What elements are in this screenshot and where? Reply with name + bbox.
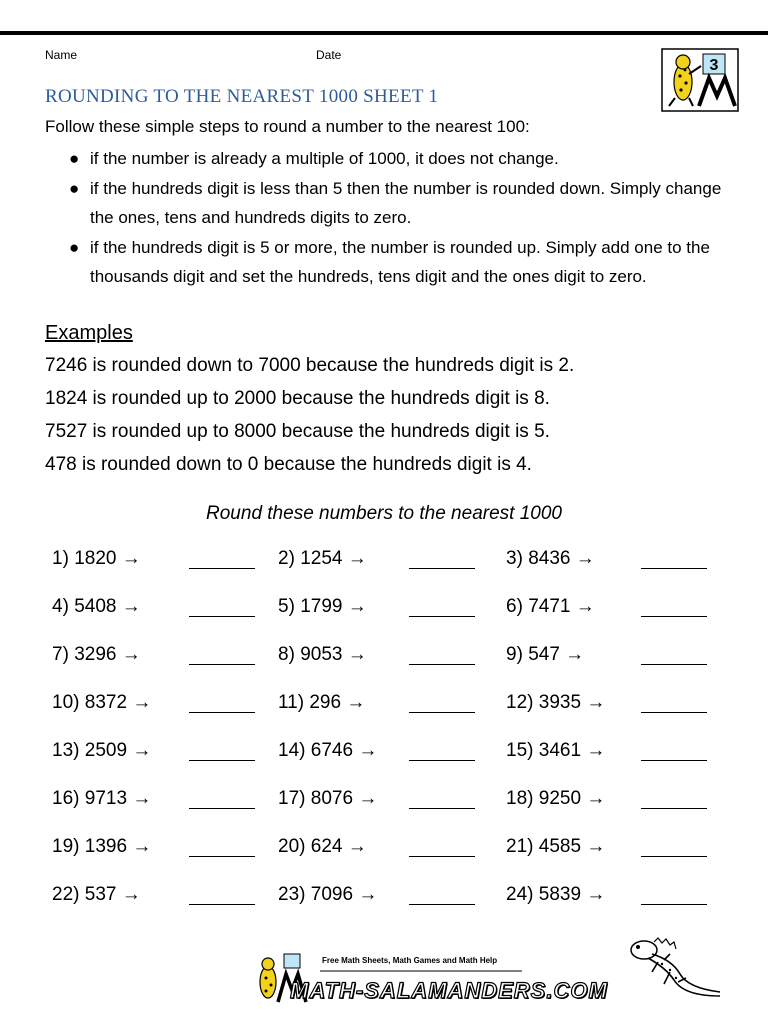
example-line: 478 is rounded down to 0 because the hundreds digit is 4. <box>45 454 532 475</box>
question-9 <box>506 644 584 666</box>
salamander-drawing-icon <box>624 934 724 1006</box>
question-number: 9250 <box>538 788 582 809</box>
arrow-icon: → <box>121 644 141 665</box>
question-4 <box>52 596 141 618</box>
question-number: 537 <box>84 884 117 905</box>
question-number: 2509 <box>84 740 128 761</box>
bullet-icon: ● <box>69 237 80 257</box>
arrow-icon: → <box>586 836 606 857</box>
question-label: 15) <box>506 740 534 761</box>
salamander-grade-logo <box>661 48 739 112</box>
arrow-icon: → <box>121 548 141 569</box>
rule-text: if the number is already a multiple of 1000, it does not change. <box>90 149 559 168</box>
answer-blank[interactable] <box>409 760 475 761</box>
arrow-icon: → <box>586 740 606 761</box>
answer-blank[interactable] <box>189 760 255 761</box>
answer-blank[interactable] <box>189 712 255 713</box>
question-13 <box>52 740 151 762</box>
top-rule <box>0 31 768 35</box>
question-14 <box>278 740 377 762</box>
question-number: 7471 <box>528 596 571 617</box>
question-12 <box>506 692 605 714</box>
answer-blank[interactable] <box>189 856 255 857</box>
bullet-icon: ● <box>69 149 80 168</box>
question-label: 14) <box>278 740 306 761</box>
answer-blank[interactable] <box>641 808 707 809</box>
question-number: 296 <box>309 692 342 713</box>
answer-blank[interactable] <box>189 808 255 809</box>
answer-blank[interactable] <box>409 664 475 665</box>
question-number: 9053 <box>300 644 343 665</box>
arrow-icon: → <box>347 548 367 569</box>
question-21 <box>506 836 605 858</box>
question-number: 4585 <box>538 836 582 857</box>
footer-brand: MATH-SALAMANDERS.COM <box>290 978 608 1003</box>
answer-blank[interactable] <box>189 568 255 569</box>
answer-blank[interactable] <box>189 664 255 665</box>
question-label: 24) <box>506 884 534 905</box>
answer-blank[interactable] <box>641 712 707 713</box>
footer-tagline: Free Math Sheets, Math Games and Math Help <box>322 956 498 965</box>
question-number: 7096 <box>310 884 354 905</box>
question-23 <box>278 884 377 906</box>
question-number: 9713 <box>84 788 128 809</box>
rule-text: if the hundreds digit is less than 5 then the number is rounded down. Simply change the ones, tens and hundreds digits to zero. <box>90 178 722 227</box>
question-label: 6) <box>506 596 523 617</box>
answer-blank[interactable] <box>409 904 475 905</box>
rule-text: if the hundreds digit is 5 or more, the number is rounded up. Simply add one to the thousands digit and set the hundreds, tens digit and the ones digit to zero. <box>90 237 710 286</box>
arrow-icon: → <box>586 788 606 809</box>
arrow-icon: → <box>586 884 606 905</box>
question-label: 22) <box>52 884 80 905</box>
question-label: 12) <box>506 692 534 713</box>
question-2 <box>278 548 367 570</box>
question-label: 1) <box>52 548 69 569</box>
question-number: 1396 <box>84 836 128 857</box>
question-number: 8372 <box>84 692 128 713</box>
intro-text: Follow these simple steps to round a number to the nearest 100: <box>45 117 530 136</box>
arrow-icon: → <box>132 788 152 809</box>
question-label: 5) <box>278 596 295 617</box>
question-label: 11) <box>278 692 305 713</box>
question-number: 1799 <box>300 596 343 617</box>
answer-blank[interactable] <box>641 664 707 665</box>
rule-item <box>45 144 735 174</box>
question-label: 3) <box>506 548 523 569</box>
question-number: 5408 <box>74 596 117 617</box>
answer-blank[interactable] <box>641 568 707 569</box>
arrow-icon: → <box>347 836 367 857</box>
question-label: 20) <box>278 836 306 857</box>
answer-blank[interactable] <box>641 760 707 761</box>
answer-blank[interactable] <box>409 856 475 857</box>
question-number: 3296 <box>74 644 117 665</box>
question-3 <box>506 548 595 570</box>
question-label: 2) <box>278 548 295 569</box>
question-17 <box>278 788 377 810</box>
answer-blank[interactable] <box>189 616 255 617</box>
arrow-icon: → <box>575 596 595 617</box>
answer-blank[interactable] <box>409 568 475 569</box>
question-20 <box>278 836 367 858</box>
answer-blank[interactable] <box>189 904 255 905</box>
question-number: 624 <box>310 836 343 857</box>
arrow-icon: → <box>132 740 152 761</box>
arrow-icon: → <box>575 548 595 569</box>
question-number: 1254 <box>300 548 343 569</box>
question-label: 21) <box>506 836 534 857</box>
rule-item <box>45 174 735 233</box>
question-7 <box>52 644 141 666</box>
question-label: 13) <box>52 740 80 761</box>
question-6 <box>506 596 595 618</box>
question-number: 3461 <box>538 740 582 761</box>
question-label: 9) <box>506 644 523 665</box>
question-label: 23) <box>278 884 306 905</box>
question-label: 16) <box>52 788 80 809</box>
rules-list <box>45 144 735 292</box>
arrow-icon: → <box>358 740 378 761</box>
example-line: 1824 is rounded up to 2000 because the hundreds digit is 8. <box>45 388 550 409</box>
rule-item <box>45 233 735 292</box>
name-label: Name <box>45 48 78 62</box>
arrow-icon: → <box>358 788 378 809</box>
question-15 <box>506 740 605 762</box>
arrow-icon: → <box>358 884 378 905</box>
answer-blank[interactable] <box>409 616 475 617</box>
question-number: 5839 <box>538 884 582 905</box>
question-label: 8) <box>278 644 295 665</box>
question-number: 547 <box>528 644 560 665</box>
question-18 <box>506 788 605 810</box>
question-label: 10) <box>52 692 80 713</box>
question-10 <box>52 692 151 714</box>
question-22 <box>52 884 141 906</box>
answer-blank[interactable] <box>641 904 707 905</box>
answer-blank[interactable] <box>409 712 475 713</box>
answer-blank[interactable] <box>409 808 475 809</box>
arrow-icon: → <box>347 644 367 665</box>
logo-grade: 3 <box>709 57 719 74</box>
question-label: 7) <box>52 644 69 665</box>
instruction: Round these numbers to the nearest 1000 <box>206 503 562 524</box>
arrow-icon: → <box>347 596 367 617</box>
question-24 <box>506 884 605 906</box>
page-title: ROUNDING TO THE NEAREST 1000 SHEET 1 <box>45 86 439 107</box>
date-label: Date <box>316 48 342 62</box>
question-number: 1820 <box>74 548 117 569</box>
arrow-icon: → <box>586 692 606 713</box>
examples-heading: Examples <box>45 322 133 344</box>
question-16 <box>52 788 151 810</box>
arrow-icon: → <box>346 692 366 713</box>
example-line: 7246 is rounded down to 7000 because the hundreds digit is 2. <box>45 355 575 376</box>
example-line: 7527 is rounded up to 8000 because the hundreds digit is 5. <box>45 421 550 442</box>
question-label: 19) <box>52 836 80 857</box>
question-label: 17) <box>278 788 306 809</box>
question-11 <box>278 692 365 714</box>
question-5 <box>278 596 367 618</box>
answer-blank[interactable] <box>641 856 707 857</box>
question-number: 8436 <box>528 548 571 569</box>
answer-blank[interactable] <box>641 616 707 617</box>
question-1 <box>52 548 141 570</box>
question-label: 18) <box>506 788 534 809</box>
arrow-icon: → <box>132 836 152 857</box>
question-number: 3935 <box>538 692 582 713</box>
question-number: 8076 <box>310 788 354 809</box>
bullet-icon: ● <box>69 178 80 198</box>
question-number: 6746 <box>310 740 354 761</box>
question-8 <box>278 644 367 666</box>
arrow-icon: → <box>132 692 152 713</box>
arrow-icon: → <box>121 884 141 905</box>
arrow-icon: → <box>121 596 141 617</box>
question-19 <box>52 836 151 858</box>
arrow-icon: → <box>565 644 585 665</box>
question-label: 4) <box>52 596 69 617</box>
